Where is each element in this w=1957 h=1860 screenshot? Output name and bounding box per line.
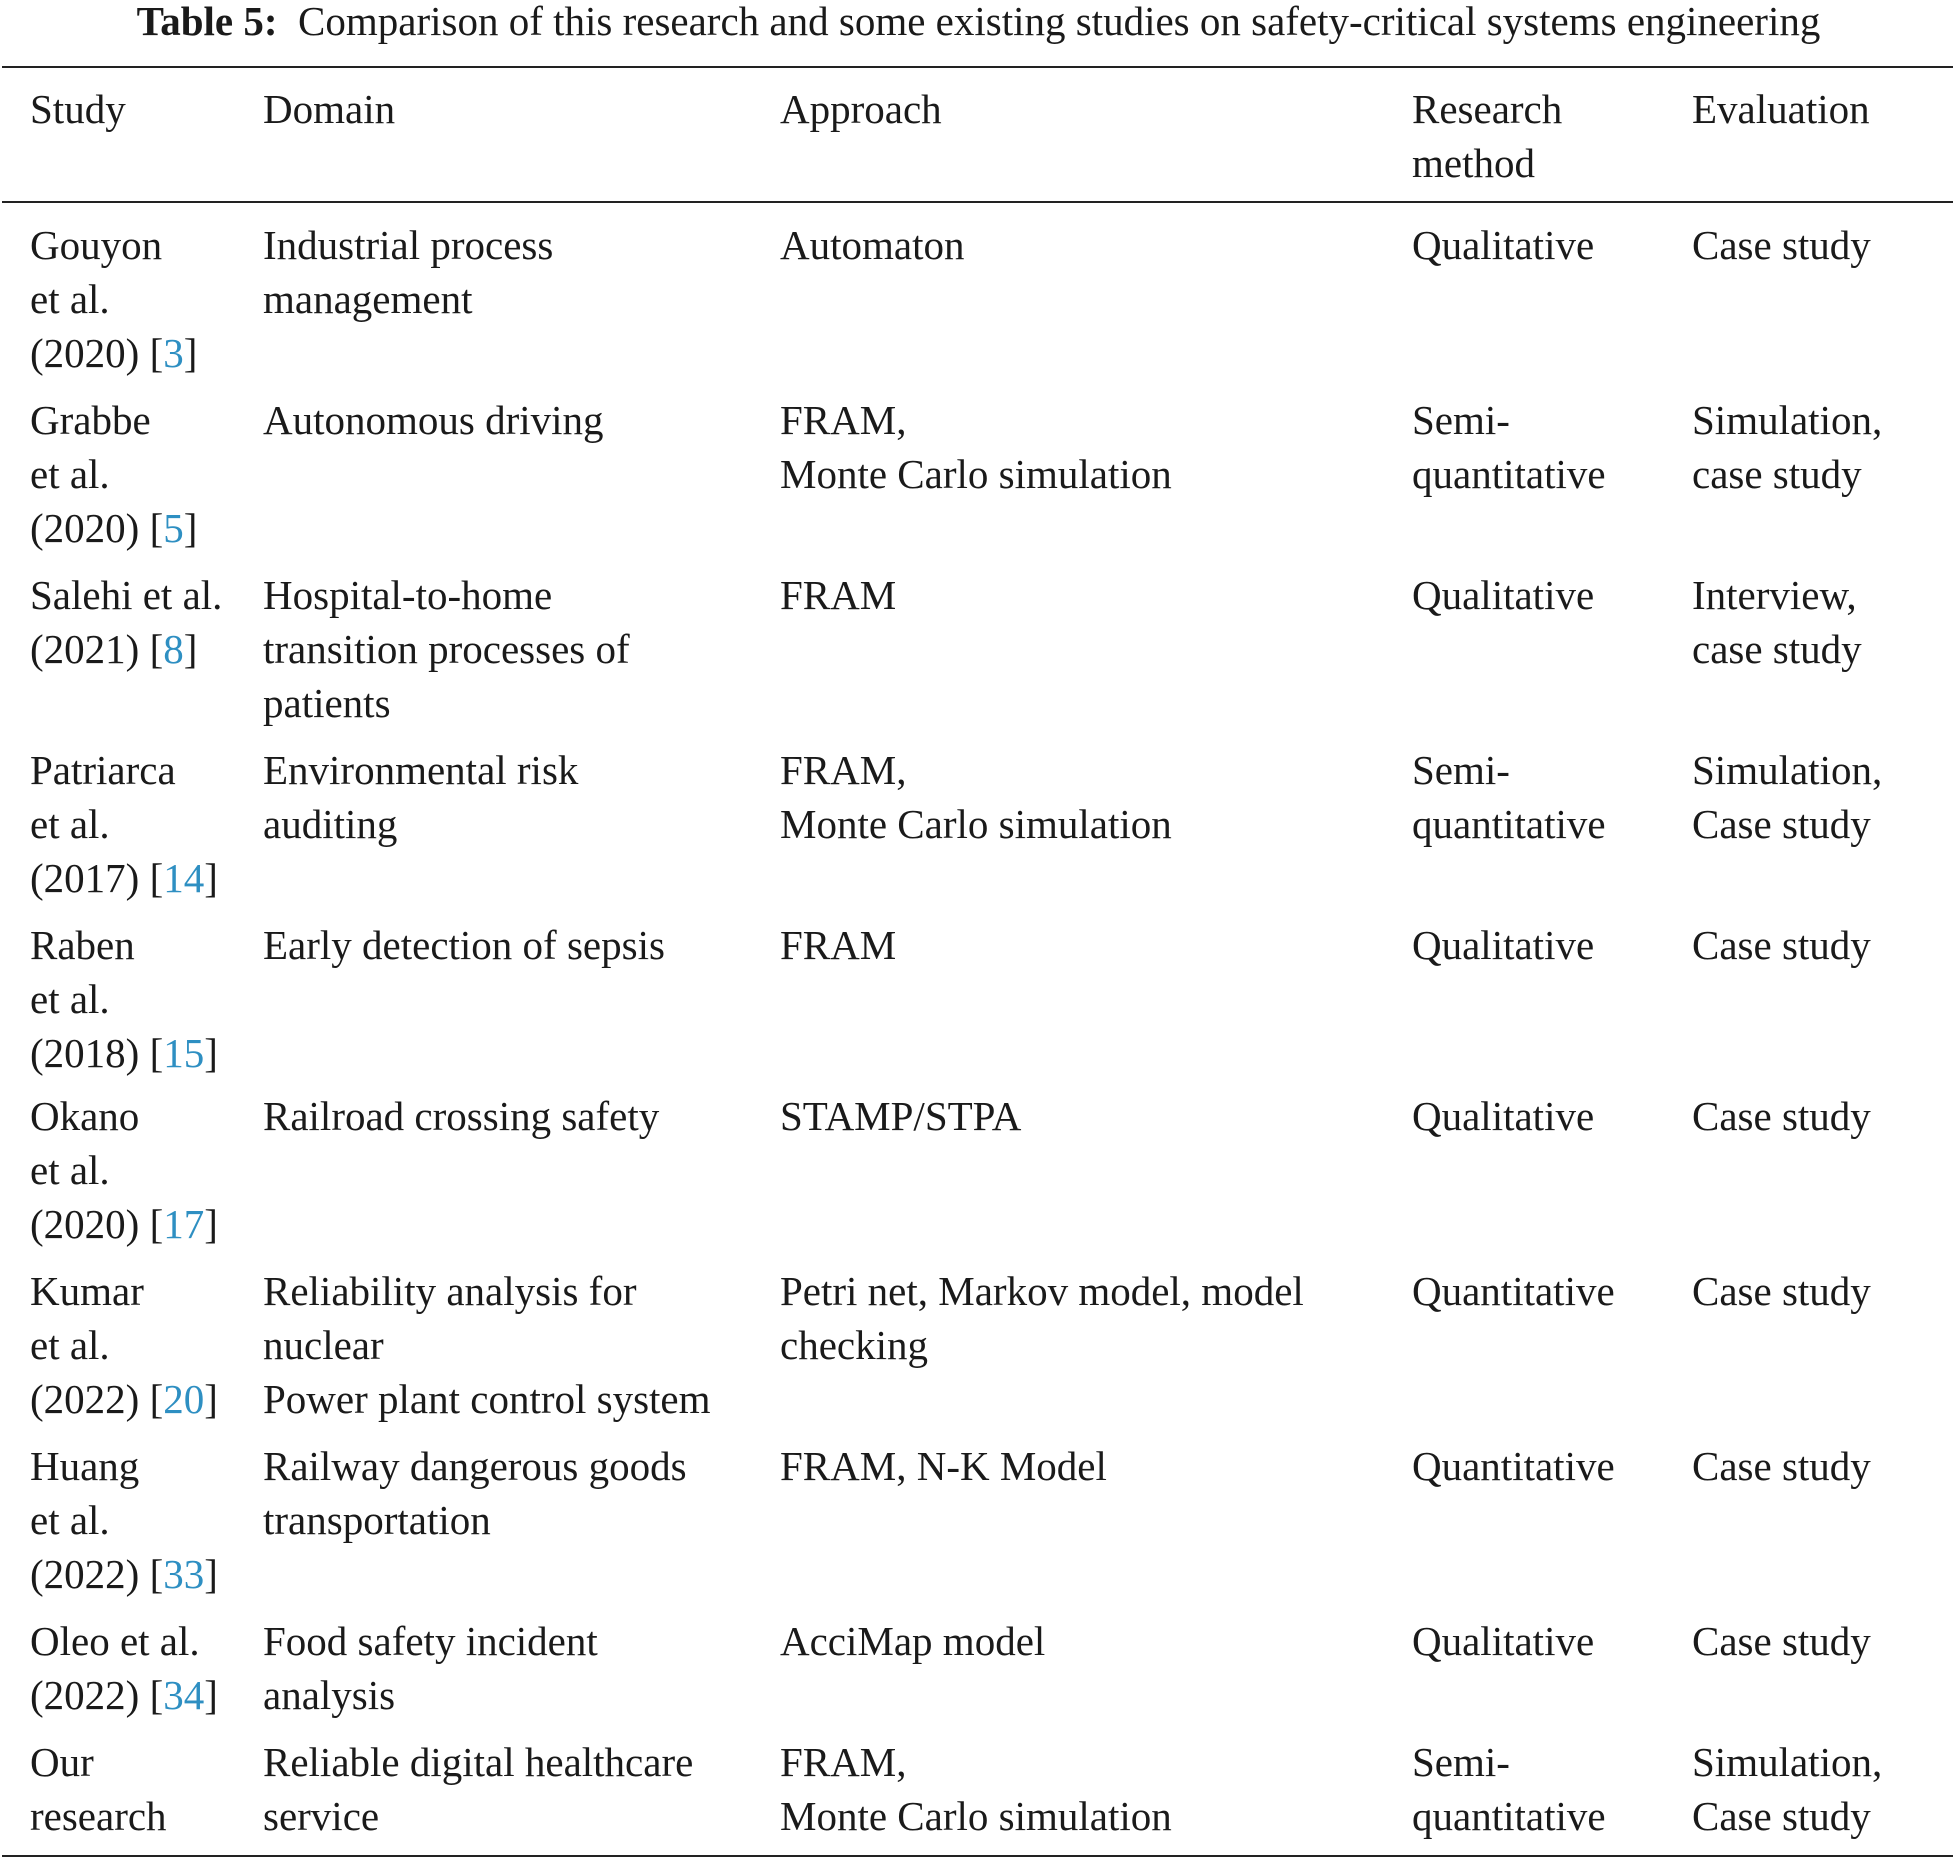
- domain-line: Autonomous driving: [263, 397, 604, 443]
- study-year: (2022): [30, 1551, 150, 1597]
- approach-cell: [780, 393, 1172, 501]
- reference-link[interactable]: 5: [163, 505, 184, 551]
- evaluation-cell: [1692, 1264, 1871, 1318]
- approach-line: FRAM,: [780, 1739, 907, 1785]
- study-author: Salehi et al.: [30, 572, 223, 618]
- study-author: et al.: [30, 1322, 110, 1368]
- domain-line: Food safety incident: [263, 1618, 598, 1664]
- reference-link[interactable]: 20: [163, 1376, 205, 1422]
- approach-line: Monte Carlo simulation: [780, 801, 1172, 847]
- evaluation-cell: [1692, 1439, 1871, 1493]
- table-caption: [0, 0, 1957, 44]
- study-citation: [30, 501, 197, 555]
- domain-line: patients: [263, 680, 391, 726]
- evaluation-line: Interview,: [1692, 572, 1857, 618]
- study-citation: [30, 622, 222, 676]
- ref-bracket: [: [149, 1201, 164, 1247]
- evaluation-line: Case study: [1692, 1618, 1871, 1664]
- research-method-cell: [1412, 1439, 1615, 1493]
- domain-line: management: [263, 276, 473, 322]
- evaluation-line: Case study: [1692, 922, 1871, 968]
- reference-link[interactable]: 17: [163, 1201, 205, 1247]
- ref-bracket: [: [149, 1376, 164, 1422]
- evaluation-line: Case study: [1692, 1093, 1871, 1139]
- study-author: et al.: [30, 276, 110, 322]
- study-citation: [30, 851, 218, 905]
- study-author: Patriarca: [30, 747, 176, 793]
- study-author: Huang: [30, 1443, 140, 1489]
- study-author: et al.: [30, 451, 110, 497]
- study-year: (2018): [30, 1030, 150, 1076]
- study-citation: [30, 326, 197, 380]
- evaluation-cell: [1692, 743, 1882, 851]
- domain-cell: [263, 1439, 687, 1547]
- domain-line: Reliability analysis for: [263, 1268, 637, 1314]
- reference-link[interactable]: 33: [163, 1551, 205, 1597]
- evaluation-line: Case study: [1692, 1793, 1871, 1839]
- ref-bracket: [: [149, 505, 164, 551]
- evaluation-cell: [1692, 1614, 1871, 1668]
- header-research-method: [1412, 82, 1562, 190]
- domain-line: Railroad crossing safety: [263, 1093, 660, 1139]
- study-author: Gouyon: [30, 222, 163, 268]
- ref-bracket: ]: [204, 1376, 218, 1422]
- study-cell: [30, 1735, 167, 1843]
- bottom-rule: [2, 1855, 1953, 1857]
- header-approach: Approach: [780, 86, 942, 132]
- evaluation-cell: [1692, 1089, 1871, 1143]
- study-year: (2020): [30, 505, 150, 551]
- study-citation: [30, 1668, 218, 1722]
- domain-cell: [263, 918, 665, 972]
- header-line: Research: [1412, 86, 1563, 132]
- study-year: (2021): [30, 626, 150, 672]
- research-method-cell: [1412, 743, 1606, 851]
- domain-cell: [263, 1614, 598, 1722]
- caption-label: Table 5:: [136, 0, 278, 44]
- approach-cell: [780, 568, 896, 622]
- evaluation-line: case study: [1692, 626, 1862, 672]
- research-method-cell: [1412, 218, 1594, 272]
- domain-line: service: [263, 1793, 380, 1839]
- evaluation-line: Case study: [1692, 1268, 1871, 1314]
- evaluation-line: Case study: [1692, 801, 1871, 847]
- method-line: quantitative: [1412, 1793, 1606, 1839]
- approach-cell: [780, 918, 896, 972]
- domain-cell: [263, 1264, 711, 1426]
- approach-cell: [780, 1439, 1107, 1493]
- research-method-cell: [1412, 568, 1594, 622]
- evaluation-line: case study: [1692, 451, 1862, 497]
- caption-text: Comparison of this research and some existing studies on safety-critical systems engineering: [298, 0, 1821, 44]
- study-cell: [30, 1089, 218, 1251]
- approach-line: STAMP/STPA: [780, 1093, 1022, 1139]
- approach-line: FRAM,: [780, 747, 907, 793]
- approach-line: Petri net, Markov model, model: [780, 1268, 1304, 1314]
- study-author: Okano: [30, 1093, 140, 1139]
- ref-bracket: ]: [183, 330, 198, 376]
- study-author: et al.: [30, 976, 110, 1022]
- method-line: Quantitative: [1412, 1268, 1615, 1314]
- study-author: research: [30, 1793, 167, 1839]
- approach-line: Monte Carlo simulation: [780, 451, 1172, 497]
- approach-cell: [780, 1735, 1172, 1843]
- study-cell: [30, 743, 218, 905]
- research-method-cell: [1412, 1735, 1606, 1843]
- approach-line: AcciMap model: [780, 1618, 1046, 1664]
- ref-bracket: ]: [204, 1551, 218, 1597]
- domain-cell: [263, 568, 630, 730]
- method-line: Qualitative: [1412, 1093, 1595, 1139]
- study-author: et al.: [30, 1147, 110, 1193]
- header-line: method: [1412, 140, 1535, 186]
- evaluation-line: Case study: [1692, 222, 1871, 268]
- domain-cell: [263, 1735, 693, 1843]
- method-line: Qualitative: [1412, 222, 1595, 268]
- evaluation-cell: [1692, 218, 1871, 272]
- study-year: (2020): [30, 1201, 150, 1247]
- reference-link[interactable]: 8: [163, 626, 184, 672]
- reference-link[interactable]: 15: [163, 1030, 205, 1076]
- domain-line: nuclear: [263, 1322, 384, 1368]
- study-cell: [30, 1264, 218, 1426]
- method-line: quantitative: [1412, 801, 1606, 847]
- domain-line: Reliable digital healthcare: [263, 1739, 694, 1785]
- method-line: quantitative: [1412, 451, 1606, 497]
- study-citation: [30, 1026, 218, 1080]
- study-cell: [30, 1614, 218, 1722]
- header-evaluation: Evaluation: [1692, 86, 1870, 132]
- ref-bracket: [: [149, 855, 164, 901]
- method-line: Semi-: [1412, 747, 1510, 793]
- study-author: et al.: [30, 801, 110, 847]
- ref-bracket: [: [149, 1030, 164, 1076]
- study-citation: [30, 1372, 218, 1426]
- evaluation-line: Simulation,: [1692, 747, 1883, 793]
- study-citation: [30, 1197, 218, 1251]
- top-rule: [2, 66, 1953, 68]
- method-line: Qualitative: [1412, 922, 1595, 968]
- ref-bracket: [: [149, 626, 164, 672]
- domain-line: transportation: [263, 1497, 491, 1543]
- study-author: et al.: [30, 1497, 110, 1543]
- study-author: Kumar: [30, 1268, 144, 1314]
- method-line: Semi-: [1412, 397, 1510, 443]
- study-year: (2017): [30, 855, 150, 901]
- ref-bracket: ]: [183, 626, 198, 672]
- approach-cell: [780, 1264, 1304, 1372]
- domain-line: transition processes of: [263, 626, 630, 672]
- evaluation-cell: [1692, 918, 1871, 972]
- ref-bracket: ]: [183, 505, 198, 551]
- header-study: Study: [30, 86, 126, 132]
- ref-bracket: ]: [204, 855, 218, 901]
- header-domain: Domain: [263, 86, 396, 132]
- domain-line: Environmental risk: [263, 747, 579, 793]
- study-citation: [30, 1547, 218, 1601]
- evaluation-cell: [1692, 393, 1882, 501]
- approach-line: FRAM: [780, 572, 897, 618]
- method-line: Quantitative: [1412, 1443, 1615, 1489]
- ref-bracket: [: [149, 330, 164, 376]
- domain-cell: [263, 743, 578, 851]
- method-line: Semi-: [1412, 1739, 1510, 1785]
- study-year: (2022): [30, 1672, 150, 1718]
- domain-line: Railway dangerous goods: [263, 1443, 687, 1489]
- study-cell: [30, 218, 197, 380]
- reference-link[interactable]: 14: [163, 855, 205, 901]
- reference-link[interactable]: 3: [163, 330, 184, 376]
- evaluation-cell: [1692, 1735, 1882, 1843]
- study-author: Our: [30, 1739, 94, 1785]
- research-method-cell: [1412, 1264, 1615, 1318]
- study-year: (2022): [30, 1376, 150, 1422]
- approach-line: FRAM, N-K Model: [780, 1443, 1107, 1489]
- method-line: Qualitative: [1412, 1618, 1595, 1664]
- domain-line: Power plant control system: [263, 1376, 711, 1422]
- approach-line: checking: [780, 1322, 928, 1368]
- evaluation-cell: [1692, 568, 1862, 676]
- ref-bracket: [: [149, 1551, 164, 1597]
- research-method-cell: [1412, 393, 1606, 501]
- ref-bracket: [: [149, 1672, 164, 1718]
- domain-line: Hospital-to-home: [263, 572, 553, 618]
- domain-cell: [263, 393, 604, 447]
- research-method-cell: [1412, 1614, 1594, 1668]
- evaluation-line: Simulation,: [1692, 397, 1883, 443]
- approach-cell: [780, 743, 1172, 851]
- header-rule: [2, 201, 1953, 203]
- study-cell: [30, 568, 222, 676]
- approach-cell: [780, 218, 964, 272]
- approach-line: FRAM,: [780, 397, 907, 443]
- domain-line: auditing: [263, 801, 398, 847]
- ref-bracket: ]: [204, 1201, 218, 1247]
- evaluation-line: Case study: [1692, 1443, 1871, 1489]
- reference-link[interactable]: 34: [163, 1672, 205, 1718]
- evaluation-line: Simulation,: [1692, 1739, 1883, 1785]
- research-method-cell: [1412, 1089, 1594, 1143]
- ref-bracket: ]: [204, 1030, 218, 1076]
- approach-cell: [780, 1089, 1021, 1143]
- approach-line: FRAM: [780, 922, 897, 968]
- research-method-cell: [1412, 918, 1594, 972]
- study-year: (2020): [30, 330, 150, 376]
- study-author: Oleo et al.: [30, 1618, 200, 1664]
- approach-line: Automaton: [780, 222, 965, 268]
- study-author: Grabbe: [30, 397, 151, 443]
- study-author: Raben: [30, 922, 135, 968]
- approach-cell: [780, 1614, 1045, 1668]
- domain-line: Industrial process: [263, 222, 554, 268]
- study-cell: [30, 393, 197, 555]
- method-line: Qualitative: [1412, 572, 1595, 618]
- domain-line: Early detection of sepsis: [263, 922, 665, 968]
- study-cell: [30, 918, 218, 1080]
- domain-cell: [263, 218, 553, 326]
- domain-line: analysis: [263, 1672, 396, 1718]
- ref-bracket: ]: [204, 1672, 218, 1718]
- approach-line: Monte Carlo simulation: [780, 1793, 1172, 1839]
- study-cell: [30, 1439, 218, 1601]
- domain-cell: [263, 1089, 659, 1143]
